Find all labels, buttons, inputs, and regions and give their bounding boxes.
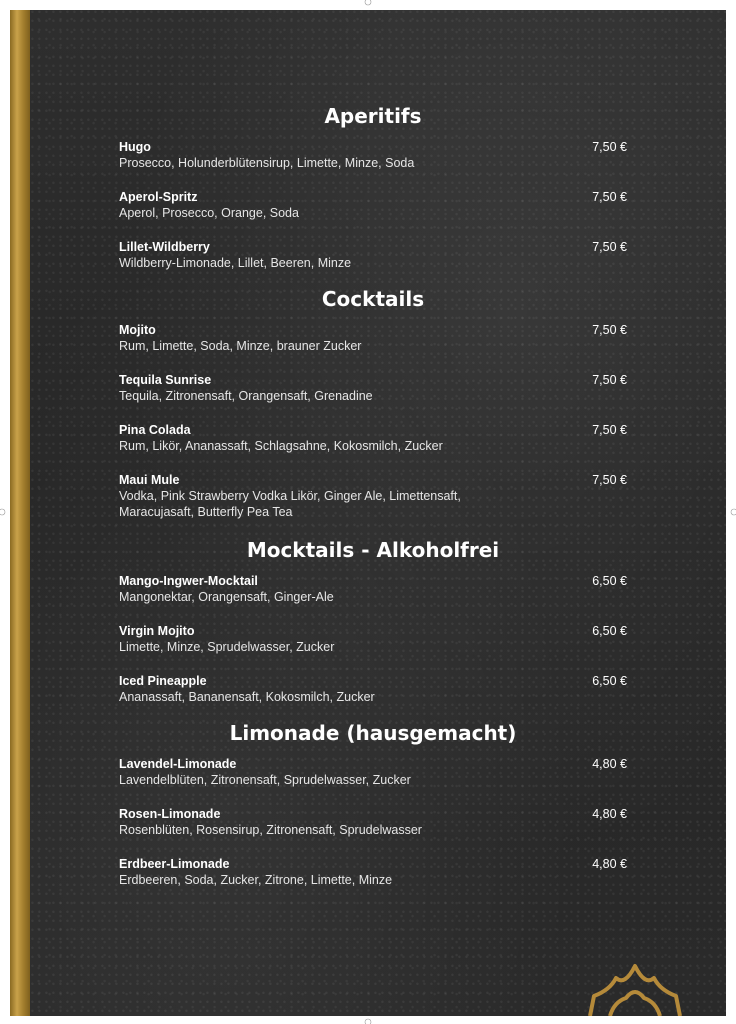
section-mocktails <box>119 536 627 705</box>
item-description: Wildberry-Limonade, Lillet, Beeren, Minze <box>119 256 352 270</box>
item-price: 7,50 € <box>592 423 627 437</box>
menu-item <box>119 373 627 404</box>
item-name: Maui Mule <box>119 473 180 487</box>
item-name: Virgin Mojito <box>119 624 195 638</box>
section-title: Aperitifs <box>324 104 422 128</box>
menu-item <box>119 140 627 171</box>
item-price: 7,50 € <box>592 190 627 204</box>
item-price: 4,80 € <box>592 807 627 821</box>
menu-item <box>119 323 627 354</box>
item-description: Rum, Likör, Ananassaft, Schlagsahne, Kokosmilch, Zucker <box>119 439 443 453</box>
item-price: 6,50 € <box>592 674 627 688</box>
menu-item <box>119 574 627 605</box>
crop-mark <box>363 1014 373 1024</box>
crop-mark <box>726 507 736 517</box>
item-name: Erdbeer-Limonade <box>119 857 230 871</box>
item-price: 7,50 € <box>592 473 627 487</box>
gold-border-strip <box>10 10 30 1016</box>
item-price: 6,50 € <box>592 624 627 638</box>
item-price: 7,50 € <box>592 240 627 254</box>
item-name: Mango-Ingwer-Mocktail <box>119 574 258 588</box>
section-limonade <box>119 719 627 888</box>
crop-mark <box>0 507 10 517</box>
section-title: Mocktails - Alkoholfrei <box>246 538 500 562</box>
item-name: Rosen-Limonade <box>119 807 221 821</box>
item-name: Lavendel-Limonade <box>119 757 237 771</box>
item-description: Aperol, Prosecco, Orange, Soda <box>119 206 299 220</box>
item-description: Mangonektar, Orangensaft, Ginger-Ale <box>119 590 334 604</box>
menu-item <box>119 473 627 520</box>
item-description: Limette, Minze, Sprudelwasser, Zucker <box>119 640 335 654</box>
menu-content <box>119 102 627 907</box>
menu-item <box>119 423 627 454</box>
menu-item <box>119 190 627 221</box>
item-price: 6,50 € <box>592 574 627 588</box>
item-description: Rum, Limette, Soda, Minze, brauner Zucker <box>119 339 362 353</box>
item-description: Rosenblüten, Rosensirup, Zitronensaft, Sprudelwasser <box>119 823 422 837</box>
gold-emblem-logo <box>580 956 690 1016</box>
section-title: Cocktails <box>321 287 425 311</box>
section-cocktails <box>119 285 627 520</box>
menu-item <box>119 807 627 838</box>
menu-page <box>10 10 726 1016</box>
item-name: Lillet-Wildberry <box>119 240 210 254</box>
crop-mark <box>363 0 373 10</box>
item-name: Tequila Sunrise <box>119 373 212 387</box>
section-aperitifs <box>119 102 627 271</box>
item-name: Aperol-Spritz <box>119 190 198 204</box>
menu-item <box>119 757 627 788</box>
item-description: Vodka, Pink Strawberry Vodka Likör, Ginger Ale, Limettensaft, Maracujasaft, Butterfly Pea Tea <box>119 489 461 519</box>
item-price: 4,80 € <box>592 857 627 871</box>
item-name: Iced Pineapple <box>119 674 207 688</box>
menu-item <box>119 857 627 888</box>
item-description: Tequila, Zitronensaft, Orangensaft, Grenadine <box>119 389 373 403</box>
section-title: Limonade (hausgemacht) <box>229 721 517 745</box>
menu-item <box>119 240 627 271</box>
item-description: Erdbeeren, Soda, Zucker, Zitrone, Limette, Minze <box>119 873 393 887</box>
item-name: Hugo <box>119 140 151 154</box>
item-price: 7,50 € <box>592 373 627 387</box>
item-name: Mojito <box>119 323 156 337</box>
item-name: Pina Colada <box>119 423 191 437</box>
menu-item <box>119 674 627 705</box>
item-description: Lavendelblüten, Zitronensaft, Sprudelwasser, Zucker <box>119 773 411 787</box>
item-price: 7,50 € <box>592 140 627 154</box>
item-description: Ananassaft, Bananensaft, Kokosmilch, Zucker <box>119 690 375 704</box>
item-description: Prosecco, Holunderblütensirup, Limette, Minze, Soda <box>119 156 415 170</box>
menu-item <box>119 624 627 655</box>
item-price: 7,50 € <box>592 323 627 337</box>
item-price: 4,80 € <box>592 757 627 771</box>
